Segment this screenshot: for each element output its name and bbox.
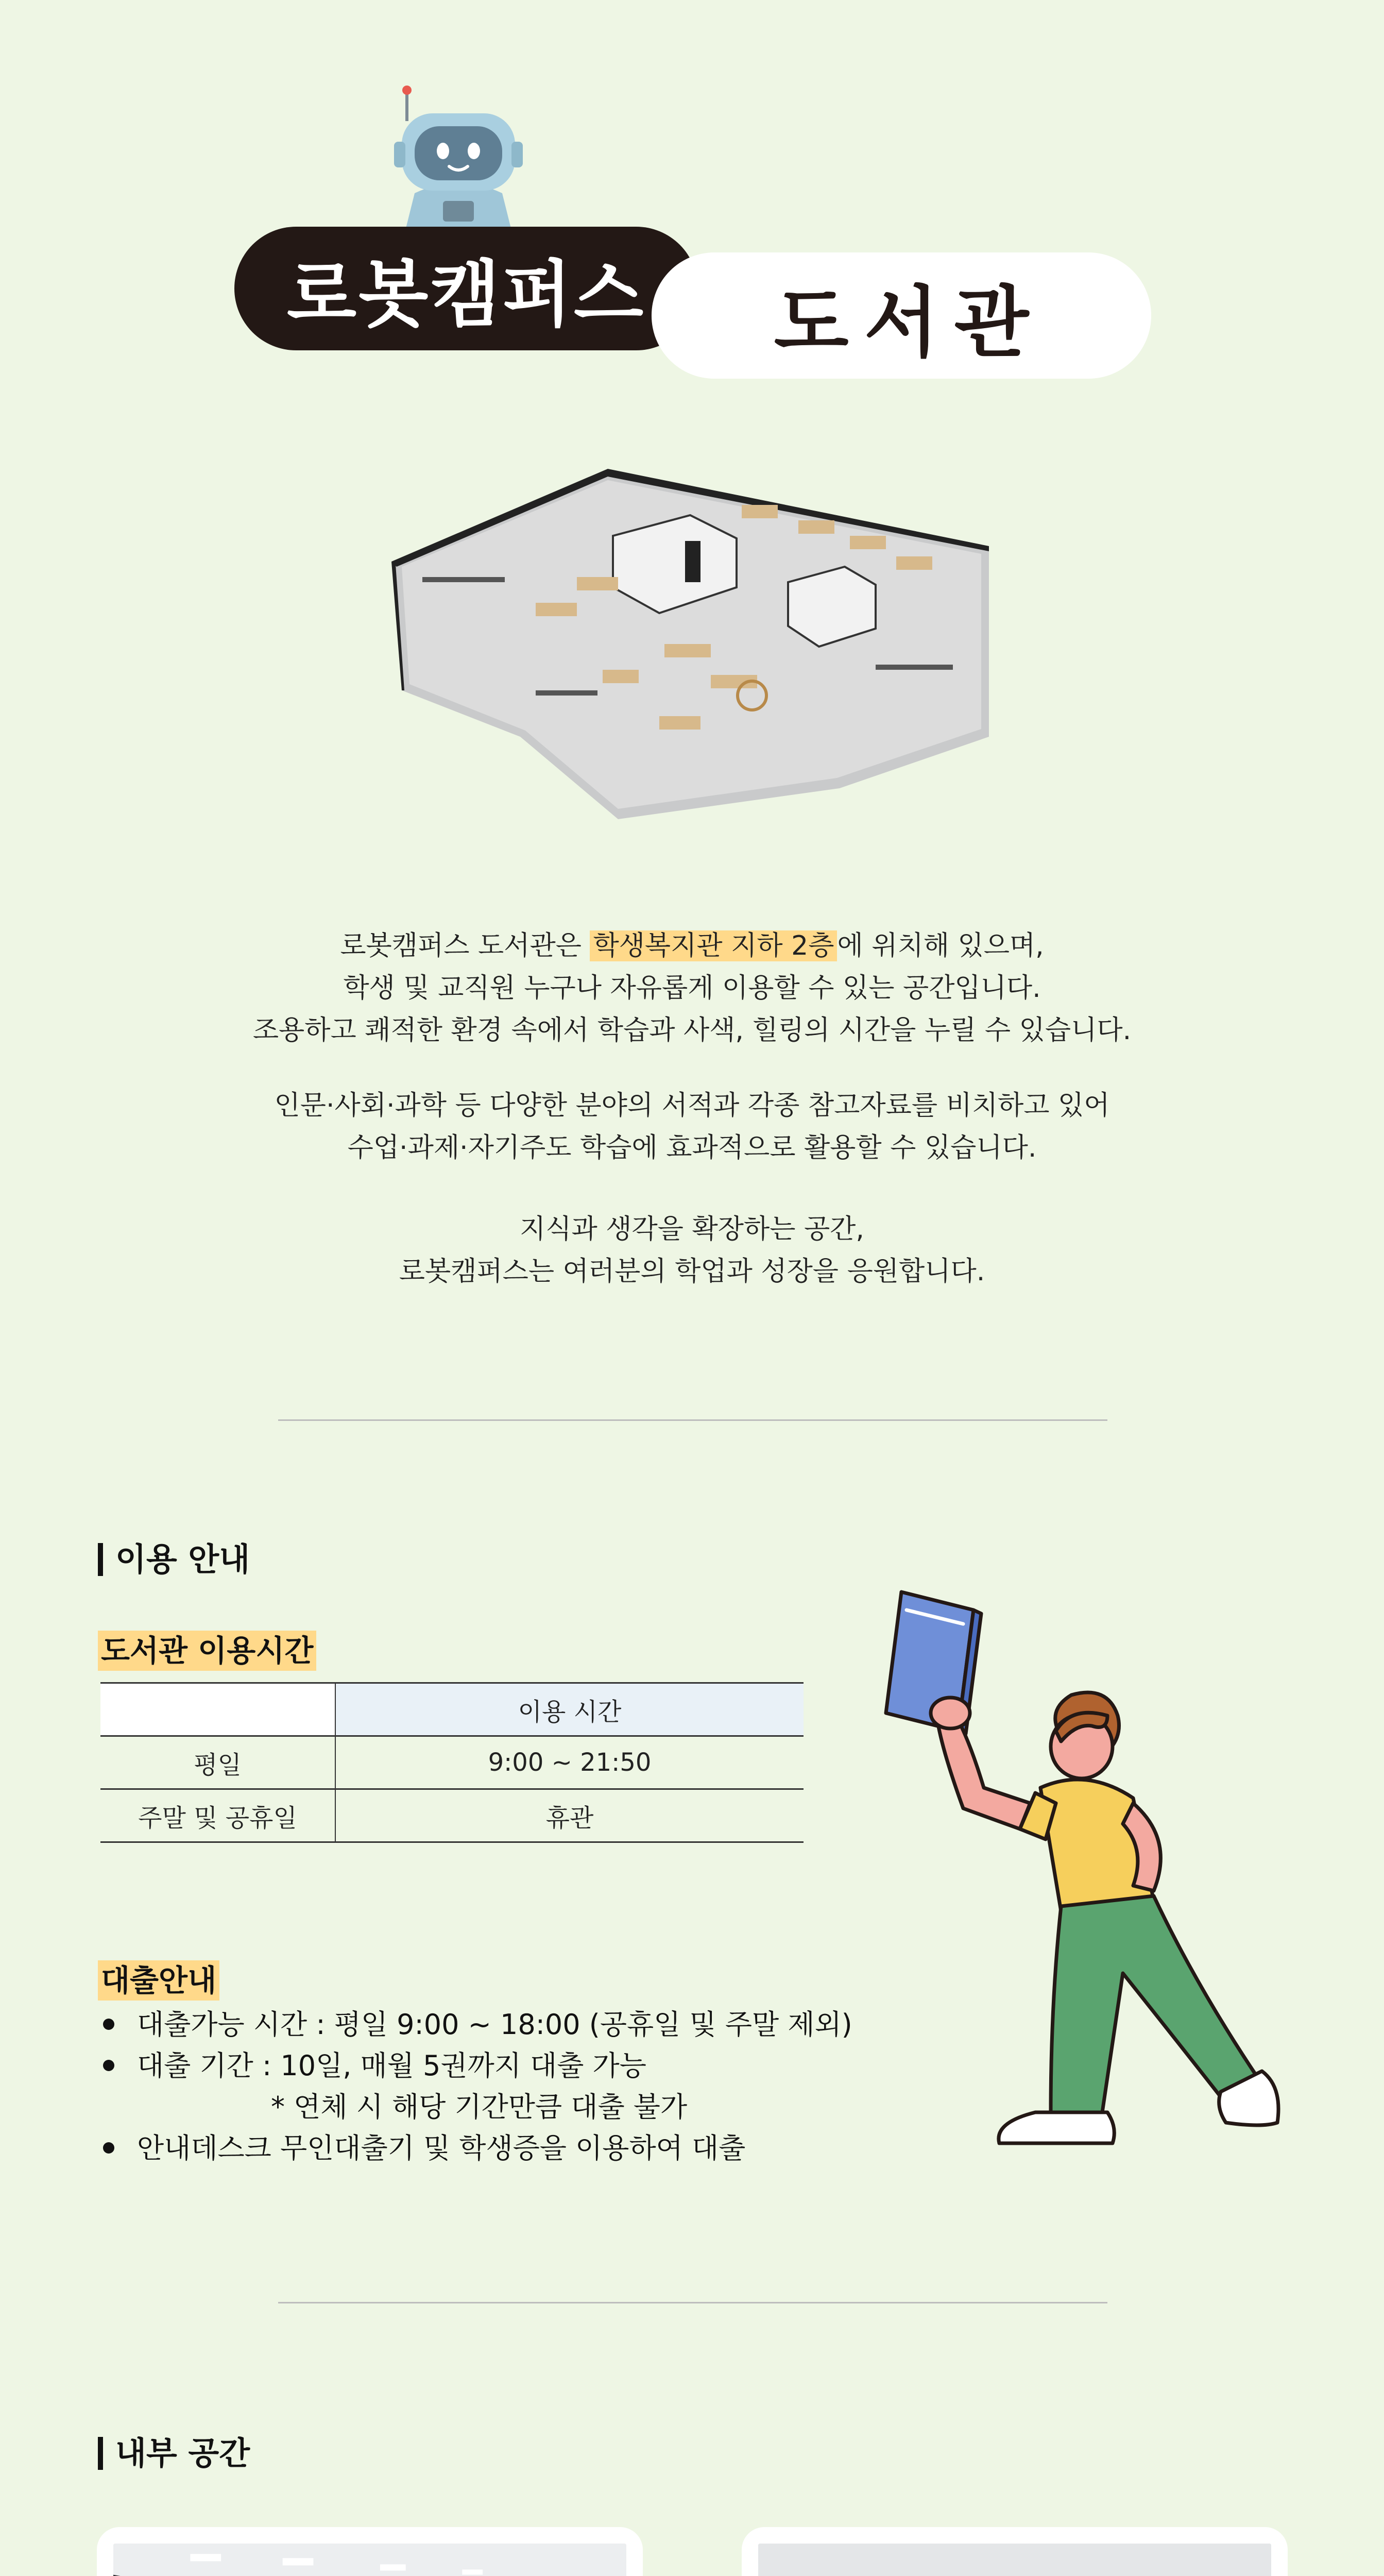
bullet-icon — [103, 2142, 114, 2154]
intro-line: 조용하고 쾌적한 환경 속에서 학습과 사색, 힐링의 시간을 누릴 수 있습니다. — [252, 1015, 1132, 1046]
intro-line: 학생 및 교직원 누구나 자유롭게 이용할 수 있는 공간입니다. — [343, 973, 1041, 1004]
interior-photo-card — [742, 2527, 1288, 2576]
brand-name: 로봇캠퍼스 — [286, 252, 646, 337]
title-pill — [652, 252, 1151, 379]
brand-pill — [234, 227, 698, 350]
table-cell-label: 주말 및 공휴일 — [100, 1789, 335, 1842]
list-item — [103, 2128, 852, 2169]
bullet-icon — [103, 2060, 114, 2071]
loan-item-text: 대출가능 시간 : 평일 9:00 ~ 18:00 (공휴일 및 주말 제외) — [137, 2008, 852, 2041]
usage-section-title: 이용 안내 — [98, 1543, 250, 1576]
intro-line: 인문·사회·과학 등 다양한 분야의 서적과 각종 참고자료를 비치하고 있어 — [274, 1090, 1110, 1121]
table-cell-value: 9:00 ~ 21:50 — [335, 1736, 804, 1789]
robot-mascot-icon — [391, 85, 525, 234]
page-title: 도서관 — [774, 278, 1045, 368]
intro-paragraph-1 — [0, 925, 1384, 1052]
loan-list — [103, 2004, 852, 2169]
divider — [278, 1419, 1107, 1421]
intro-line: 로봇캠퍼스는 여러분의 학업과 성장을 응원합니다. — [399, 1256, 985, 1287]
divider — [278, 2302, 1107, 2303]
intro-text: 에 위치해 있으며, — [837, 930, 1044, 961]
hours-title: 도서관 이용시간 — [98, 1631, 316, 1671]
reading-room-photo — [113, 2544, 626, 2576]
intro-line — [0, 925, 1384, 967]
table-header-cell: 이용 시간 — [335, 1683, 804, 1736]
loan-item-text: 안내데스크 무인대출기 및 학생증을 이용하여 대출 — [137, 2132, 746, 2164]
intro-text: 로봇캠퍼스 도서관은 — [340, 930, 590, 961]
loan-title: 대출안내 — [98, 1960, 219, 2001]
list-item — [103, 2004, 852, 2045]
loan-note: * 연체 시 해당 기간만큼 대출 불가 — [271, 2091, 688, 2123]
table-cell-label: 평일 — [100, 1736, 335, 1789]
table-cell-value: 휴관 — [335, 1789, 804, 1842]
hours-table — [100, 1682, 804, 1843]
intro-paragraph-2 — [0, 1084, 1384, 1169]
bookshelf-area-photo — [758, 2544, 1271, 2576]
bullet-icon — [103, 2019, 114, 2030]
intro-paragraph-3 — [0, 1208, 1384, 1293]
location-highlight: 학생복지관 지하 2층 — [590, 930, 837, 961]
intro-line: 지식과 생각을 확장하는 공간, — [520, 1214, 864, 1245]
loan-item-text: 대출 기간 : 10일, 매월 5권까지 대출 가능 — [137, 2049, 646, 2082]
table-header-empty — [100, 1683, 335, 1736]
interior-photo-card — [97, 2527, 643, 2576]
interior-section-title: 내부 공간 — [98, 2437, 250, 2470]
intro-line: 수업·과제·자기주도 학습에 효과적으로 활용할 수 있습니다. — [347, 1132, 1037, 1163]
table-header-row — [100, 1683, 804, 1736]
library-floor-plan-image — [381, 448, 1010, 860]
table-row — [100, 1736, 804, 1789]
list-item — [103, 2045, 852, 2087]
person-reading-book-illustration — [865, 1582, 1288, 2190]
table-row — [100, 1789, 804, 1842]
